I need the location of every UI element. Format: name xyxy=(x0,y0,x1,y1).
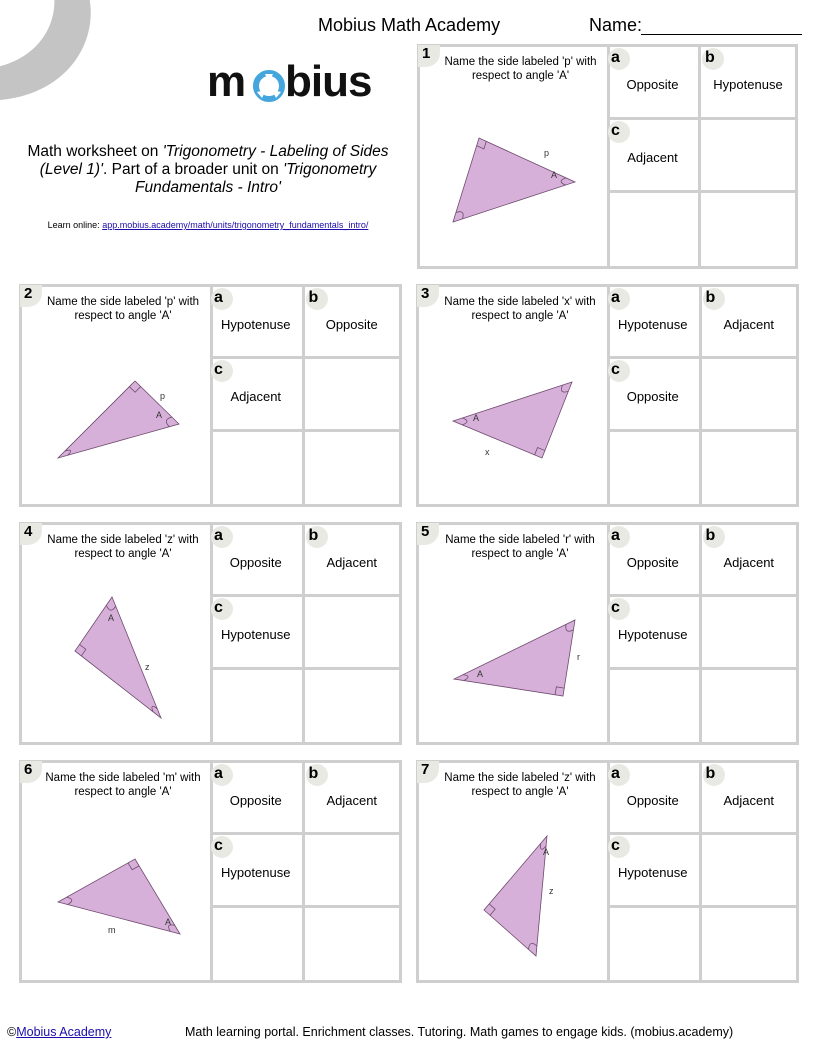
answer-option-b[interactable] xyxy=(701,47,795,120)
option-text: Hypotenuse xyxy=(221,317,291,332)
right-triangle-diagram xyxy=(22,525,213,748)
question-cell xyxy=(22,287,213,504)
right-triangle-diagram xyxy=(22,287,213,510)
svg-text:m: m xyxy=(207,60,246,102)
option-text: Opposite xyxy=(626,793,679,808)
option-text: Adjacent xyxy=(326,555,378,570)
brand-swoosh-graphic xyxy=(0,0,100,100)
question-text: Name the side labeled 'm' with respect to angle 'A' xyxy=(45,772,201,798)
option-letter-badge: a xyxy=(608,48,630,70)
answer-option-a[interactable] xyxy=(607,47,701,120)
answer-cell-empty xyxy=(305,670,400,742)
option-letter-badge: b xyxy=(306,526,328,548)
mobius-academy-link[interactable]: Mobius Academy xyxy=(16,1025,112,1039)
answer-option-a[interactable] xyxy=(607,525,702,597)
answer-cell-empty xyxy=(702,835,797,907)
answer-cell-empty xyxy=(702,359,797,431)
answer-option-b[interactable] xyxy=(305,287,400,359)
name-label: Name: xyxy=(589,15,643,35)
option-text: Hypotenuse xyxy=(221,627,291,643)
side-label: x xyxy=(485,447,490,457)
answer-cell-empty xyxy=(305,597,400,669)
problem-number: 4 xyxy=(20,523,42,545)
answer-option-c[interactable] xyxy=(607,120,701,193)
option-letter-badge: c xyxy=(608,121,630,143)
side-label: z xyxy=(145,662,150,672)
answer-cell-empty xyxy=(702,670,797,742)
option-letter-badge: c xyxy=(608,598,630,620)
learn-online: Learn online: app.mobius.academy/math/units/trigonometry_fundamentals_intro/ xyxy=(47,220,369,230)
answer-cell-empty xyxy=(305,359,400,431)
answer-option-c[interactable] xyxy=(607,835,702,907)
worksheet-description: Math worksheet on 'Trigonometry - Labeling of Sides (Level 1)'. Part of a broader unit on 'Trigonometry Fundamentals - Intro' xyxy=(27,143,389,196)
option-letter-badge: a xyxy=(211,288,233,310)
option-letter-badge: c xyxy=(211,360,233,382)
question-cell xyxy=(419,525,610,742)
question-text: Name the side labeled 'p' with respect to angle 'A' xyxy=(46,296,200,322)
problem-2 xyxy=(19,284,402,507)
right-triangle-diagram xyxy=(420,47,610,272)
option-letter-badge: b xyxy=(703,764,725,786)
right-triangle-diagram xyxy=(419,525,610,748)
question-text: Name the side labeled 'z' with respect to angle 'A' xyxy=(444,772,596,798)
problem-number: 2 xyxy=(20,285,42,307)
answer-option-c[interactable] xyxy=(607,597,702,669)
problem-4 xyxy=(19,522,402,745)
option-letter-badge: a xyxy=(211,526,233,548)
question-text: Name the side labeled 'r' with respect to angle 'A' xyxy=(445,534,595,560)
angle-label: A xyxy=(477,669,484,679)
problem-number: 5 xyxy=(417,523,439,545)
question-text: Name the side labeled 'p' with respect to angle 'A' xyxy=(444,56,597,82)
learn-online-link[interactable]: app.mobius.academy/math/units/trigonometry_fundamentals_intro/ xyxy=(102,220,369,230)
answer-cell-empty xyxy=(702,432,797,504)
answer-option-a[interactable] xyxy=(210,525,305,597)
option-letter-badge: c xyxy=(211,836,233,858)
answer-option-a[interactable] xyxy=(210,287,305,359)
option-letter-badge: b xyxy=(703,288,725,310)
answer-cell-empty xyxy=(702,597,797,669)
side-label: p xyxy=(160,391,166,401)
option-text: Adjacent xyxy=(723,317,775,332)
name-field-line[interactable] xyxy=(641,34,802,35)
right-triangle-diagram xyxy=(22,763,213,986)
answer-cell-empty xyxy=(210,432,305,504)
answer-cell-empty xyxy=(607,908,702,980)
problem-number: 1 xyxy=(418,45,440,67)
option-text: Opposite xyxy=(626,389,679,405)
answer-option-a[interactable] xyxy=(607,763,702,835)
answer-cell-empty xyxy=(607,670,702,742)
answer-cell-empty xyxy=(305,908,400,980)
option-letter-badge: a xyxy=(608,288,630,310)
angle-label: A xyxy=(551,170,558,180)
answer-option-c[interactable] xyxy=(210,359,305,431)
problem-6 xyxy=(19,760,402,983)
problem-7 xyxy=(416,760,799,983)
option-letter-badge: c xyxy=(608,836,630,858)
answer-cell-empty xyxy=(702,908,797,980)
footer-tagline: Math learning portal. Enrichment classes. Tutoring. Math games to engage kids. (mobius.academy) xyxy=(185,1025,734,1039)
option-text: Hypotenuse xyxy=(618,317,688,332)
right-triangle-diagram xyxy=(419,763,610,986)
option-text: Opposite xyxy=(325,317,378,332)
answer-option-b[interactable] xyxy=(702,763,797,835)
svg-text:bius: bius xyxy=(285,60,372,102)
question-cell xyxy=(419,763,610,980)
problem-5 xyxy=(416,522,799,745)
problem-3 xyxy=(416,284,799,507)
angle-label: A xyxy=(543,847,550,857)
side-label: r xyxy=(577,652,580,662)
option-text: Opposite xyxy=(626,555,679,570)
side-label: m xyxy=(108,925,116,935)
option-letter-badge: c xyxy=(211,598,233,620)
answer-option-b[interactable] xyxy=(305,763,400,835)
option-letter-badge: a xyxy=(608,764,630,786)
option-text: Hypotenuse xyxy=(221,865,291,881)
option-text: Opposite xyxy=(229,793,282,808)
answer-option-b[interactable] xyxy=(702,287,797,359)
topic-title: 'Trigonometry - Labeling of Sides (Level 1)' xyxy=(39,143,389,178)
answer-cell-empty xyxy=(305,835,400,907)
answer-option-b[interactable] xyxy=(702,525,797,597)
problem-number: 7 xyxy=(417,761,439,783)
question-cell xyxy=(419,287,610,504)
problem-1 xyxy=(417,44,798,269)
option-text: Adjacent xyxy=(230,389,282,405)
site-title: Mobius Math Academy xyxy=(318,15,501,35)
answer-cell-empty xyxy=(305,432,400,504)
angle-label: A xyxy=(156,410,163,420)
option-letter-badge: b xyxy=(702,48,724,70)
answer-cell-empty xyxy=(701,120,795,193)
option-letter-badge: a xyxy=(608,526,630,548)
answer-option-c[interactable] xyxy=(607,359,702,431)
option-letter-badge: b xyxy=(306,764,328,786)
option-text: Adjacent xyxy=(723,793,775,808)
answer-option-a[interactable] xyxy=(210,763,305,835)
mobius-logo xyxy=(207,60,399,102)
option-text: Opposite xyxy=(626,77,679,92)
answer-option-c[interactable] xyxy=(210,835,305,907)
option-letter-badge: a xyxy=(211,764,233,786)
question-cell xyxy=(22,763,213,980)
answer-cell-empty xyxy=(607,432,702,504)
answer-cell-empty xyxy=(210,908,305,980)
option-letter-badge: c xyxy=(608,360,630,382)
option-letter-badge: b xyxy=(703,526,725,548)
unit-title: 'Trigonometry Fundamentals - Intro' xyxy=(135,161,377,196)
answer-option-c[interactable] xyxy=(210,597,305,669)
side-label: z xyxy=(549,886,554,896)
angle-label: A xyxy=(165,917,172,927)
option-text: Opposite xyxy=(229,555,282,570)
answer-cell-empty xyxy=(701,193,795,266)
side-label: p xyxy=(544,148,550,158)
option-text: Adjacent xyxy=(326,793,378,808)
option-text: Adjacent xyxy=(723,555,775,570)
option-letter-badge: b xyxy=(306,288,328,310)
answer-cell-empty xyxy=(210,670,305,742)
option-text: Hypotenuse xyxy=(618,865,688,881)
answer-cell-empty xyxy=(607,193,701,266)
angle-label: A xyxy=(473,413,480,423)
problem-number: 6 xyxy=(20,761,42,783)
angle-label: A xyxy=(108,613,115,623)
question-text: Name the side labeled 'z' with respect to angle 'A' xyxy=(47,534,199,560)
answer-option-b[interactable] xyxy=(305,525,400,597)
option-text: Adjacent xyxy=(627,150,678,165)
footer-copyright: ©Mobius Academy xyxy=(7,1025,112,1039)
question-cell xyxy=(22,525,213,742)
question-cell xyxy=(420,47,610,266)
option-text: Hypotenuse xyxy=(713,77,783,92)
problem-number: 3 xyxy=(417,285,439,307)
question-text: Name the side labeled 'x' with respect to angle 'A' xyxy=(444,296,596,322)
answer-option-a[interactable] xyxy=(607,287,702,359)
right-triangle-diagram xyxy=(419,287,610,510)
option-text: Hypotenuse xyxy=(618,627,688,643)
